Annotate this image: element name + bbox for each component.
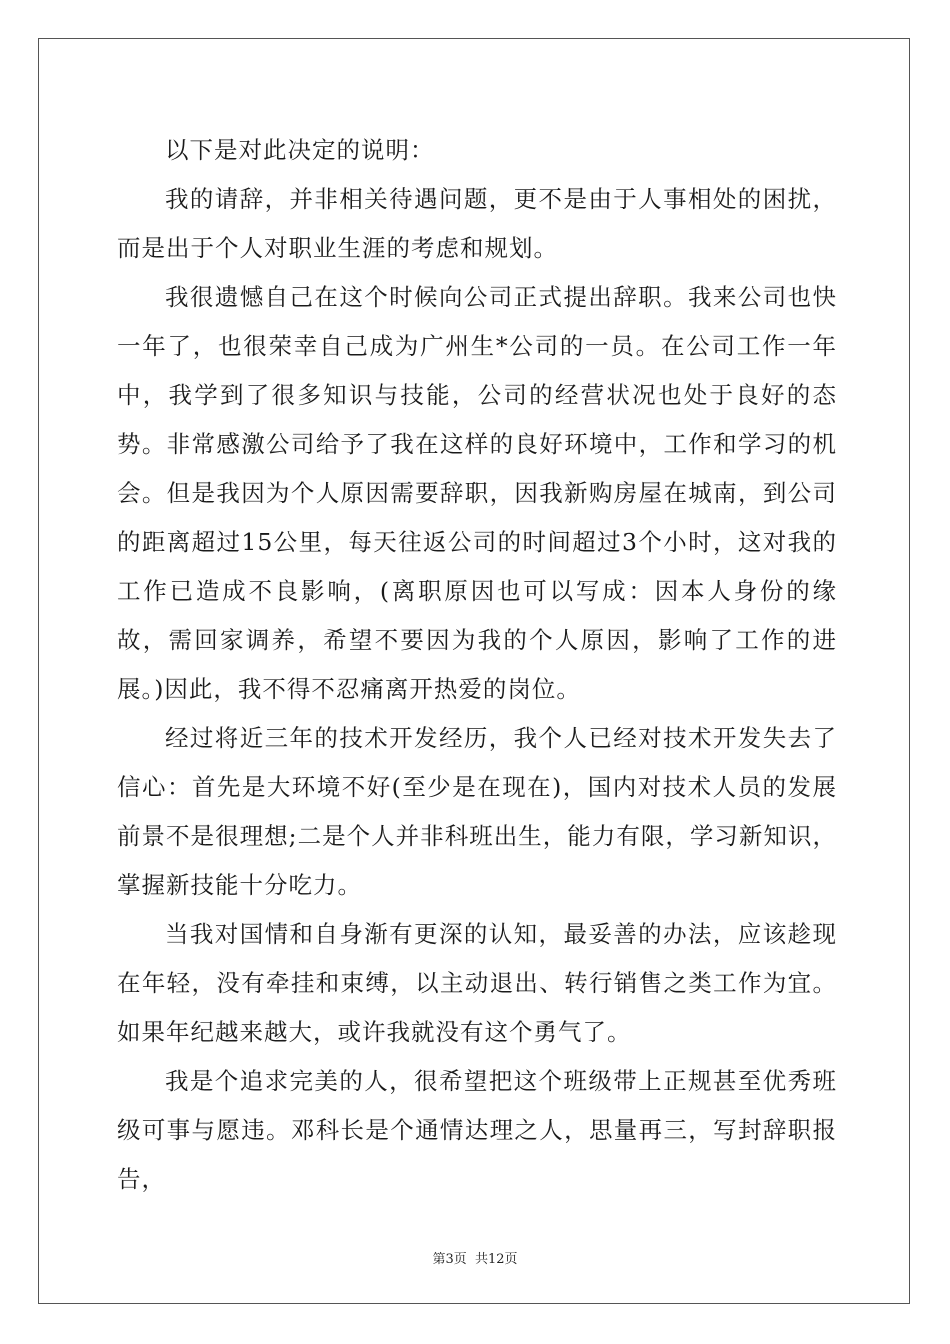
total-page-count: 共12页: [474, 1252, 518, 1267]
paragraph: 我是个追求完美的人，很希望把这个班级带上正规甚至优秀班级可事与愿违。邓科长是个通情达理之人，思量再三，写封辞职报告，: [117, 1067, 837, 1193]
current-page-number: 第3页: [432, 1252, 467, 1267]
paragraph: 经过将近三年的技术开发经历，我个人已经对技术开发失去了信心：首先是大环境不好(至少是在现在)，国内对技术人员的发展前景不是很理想;二是个人并非科班出生，能力有限，学习新知识，掌握新技能十分吃力。: [117, 724, 837, 899]
document-body: [117, 126, 837, 1204]
paragraph: 以下是对此决定的说明：: [165, 136, 435, 164]
page-footer: [0, 1248, 950, 1267]
paragraph: 我很遗憾自己在这个时候向公司正式提出辞职。我来公司也快一年了，也很荣幸自己成为广州生*公司的一员。在公司工作一年中，我学到了很多知识与技能，公司的经营状况也处于良好的态势。非常感激公司给予了我在这样的良好环境中，工作和学习的机会。但是我因为个人原因需要辞职，因我新购房屋在城南，到公司的距离超过15公里，每天往返公司的时间超过3个小时，这对我的工作已造成不良影响，(离职原因也可以写成：因本人身份的缘故，需回家调养，希望不要因为我的个人原因，影响了工作的进展。)因此，我不得不忍痛离开热爱的岗位。: [117, 283, 837, 703]
paragraph: 当我对国情和自身渐有更深的认知，最妥善的办法，应该趁现在年轻，没有牵挂和束缚，以主动退出、转行销售之类工作为宜。如果年纪越来越大，或许我就没有这个勇气了。: [117, 920, 837, 1046]
paragraph: 我的请辞，并非相关待遇问题，更不是由于人事相处的困扰，而是出于个人对职业生涯的考虑和规划。: [117, 185, 837, 262]
